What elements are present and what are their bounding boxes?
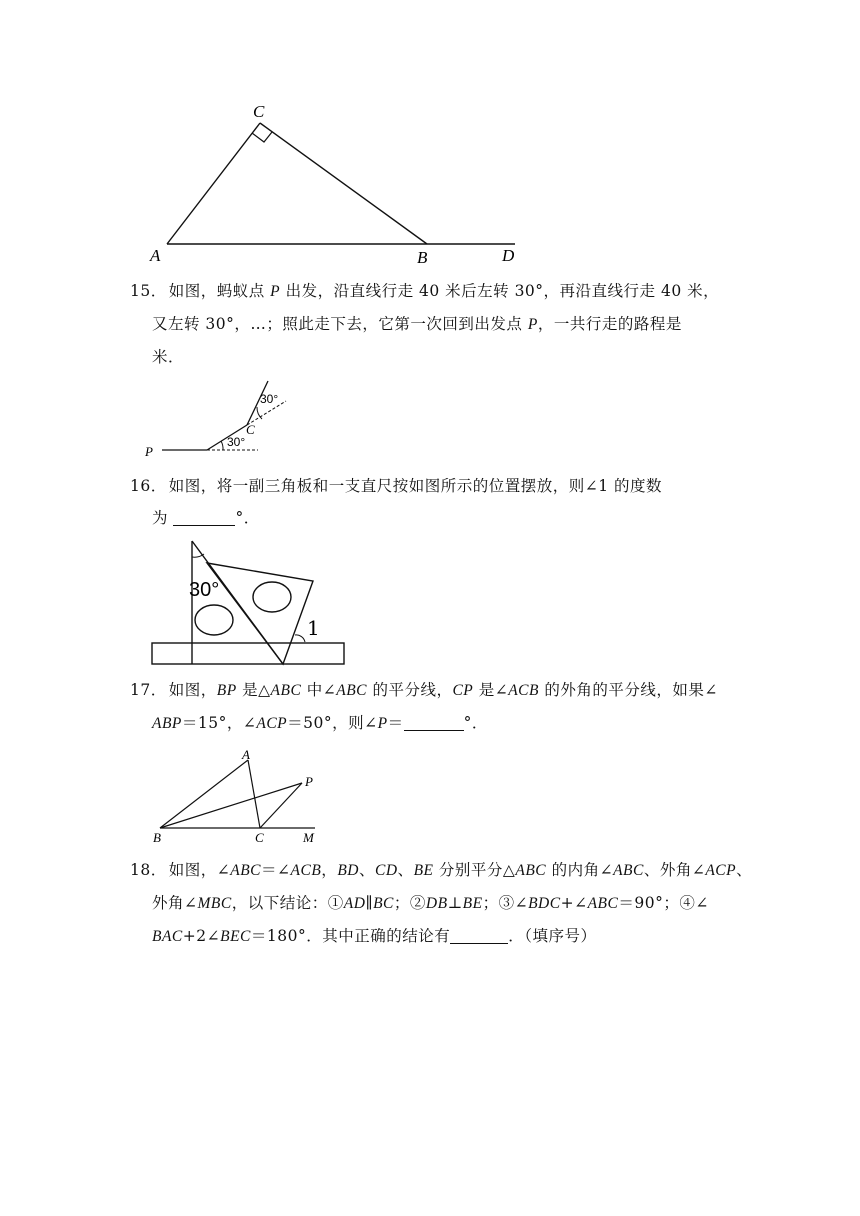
text: 为 bbox=[152, 509, 174, 527]
var: BE bbox=[462, 895, 483, 912]
text: ＝ bbox=[387, 714, 404, 732]
text: ，一共行走的路程是 bbox=[537, 315, 682, 333]
question-number: 18． bbox=[130, 861, 167, 879]
var: BE bbox=[413, 862, 434, 879]
var: DB bbox=[425, 895, 448, 912]
var: ACB bbox=[508, 682, 539, 699]
angle-label-upper: 30° bbox=[260, 392, 279, 406]
var: ABP bbox=[152, 715, 182, 732]
var: P bbox=[377, 715, 388, 732]
q16-line2 bbox=[130, 502, 740, 534]
q15-line1 bbox=[130, 275, 740, 308]
label-b: B bbox=[417, 248, 428, 267]
text: 又左转 30°，…；照此走下去，它第一次回到出发点 bbox=[152, 315, 528, 333]
question-number: 16． bbox=[130, 477, 167, 495]
q16-line1 bbox=[130, 470, 740, 502]
text: 、 bbox=[358, 861, 375, 879]
text: 中∠ bbox=[301, 681, 337, 699]
var: ABC bbox=[336, 682, 368, 699]
var: ABC bbox=[230, 862, 262, 879]
var: AD bbox=[343, 895, 366, 912]
text: ＝50°，则∠ bbox=[287, 714, 378, 732]
var: ABC bbox=[587, 895, 619, 912]
q17-line1 bbox=[130, 674, 740, 707]
label-d: D bbox=[502, 246, 515, 265]
var: BD bbox=[337, 862, 359, 879]
var: MBC bbox=[197, 895, 232, 912]
label-p: P bbox=[145, 444, 153, 459]
text: 如图，将一副三角板和一支直尺按如图所示的位置摆放，则∠1 的度数 bbox=[168, 477, 663, 495]
angle-label-1: 1 bbox=[307, 616, 320, 640]
answer-blank[interactable] bbox=[173, 507, 235, 526]
label-a: A bbox=[150, 246, 161, 265]
q17-line2 bbox=[130, 707, 740, 740]
text: ， bbox=[321, 861, 338, 879]
text: 的平分线， bbox=[367, 681, 453, 699]
text: ∥ bbox=[365, 894, 374, 912]
label-m: M bbox=[303, 830, 314, 845]
text: ．（填序号） bbox=[508, 927, 597, 945]
text: 、 bbox=[736, 861, 753, 879]
var: ACP bbox=[256, 715, 288, 732]
set-squares-diagram bbox=[145, 535, 355, 670]
angle-label-30: 30° bbox=[189, 579, 220, 601]
label-c: C bbox=[255, 830, 264, 845]
var: BAC bbox=[152, 928, 183, 945]
text: 是△ bbox=[236, 681, 271, 699]
var: ABC bbox=[613, 862, 644, 879]
text: 、外角∠ bbox=[643, 861, 706, 879]
q15-line3 bbox=[130, 341, 740, 373]
text: ＝90°；④∠ bbox=[618, 894, 709, 912]
var: ABC bbox=[515, 862, 547, 879]
text: 如图， bbox=[168, 681, 217, 699]
var: CP bbox=[452, 682, 474, 699]
text: ＝∠ bbox=[261, 861, 291, 879]
var: CD bbox=[375, 862, 398, 879]
text: ⊥ bbox=[447, 894, 463, 912]
var: ACB bbox=[290, 862, 322, 879]
question-number: 15． bbox=[130, 282, 167, 300]
text: 的外角的平分线，如果∠ bbox=[538, 681, 718, 699]
var: BEC bbox=[220, 928, 251, 945]
question-16 bbox=[130, 470, 740, 534]
answer-blank[interactable] bbox=[404, 712, 464, 731]
ant-path-diagram bbox=[140, 375, 300, 465]
label-c: C bbox=[246, 422, 255, 437]
text: 出发，沿直线行走 40 米后左转 30°，再沿直线行走 40 米， bbox=[280, 282, 720, 300]
text: 是∠ bbox=[473, 681, 509, 699]
text: °． bbox=[463, 714, 488, 732]
text: 、 bbox=[397, 861, 414, 879]
var: ACP bbox=[705, 862, 737, 879]
figure-ant-path bbox=[140, 375, 300, 465]
figure-triangle-acb-d bbox=[140, 95, 540, 275]
text: +2∠ bbox=[182, 927, 221, 945]
triangle-diagram bbox=[140, 95, 540, 275]
label-p: P bbox=[305, 774, 313, 789]
text: ；② bbox=[393, 894, 426, 912]
var: BC bbox=[373, 895, 394, 912]
q15-line2 bbox=[130, 308, 740, 341]
q18-line1 bbox=[130, 854, 753, 887]
var-p: P bbox=[270, 283, 281, 300]
answer-blank[interactable] bbox=[450, 925, 508, 944]
figure-triangle-bisectors bbox=[145, 745, 330, 845]
question-17 bbox=[130, 674, 740, 740]
var: BDC bbox=[528, 895, 561, 912]
var: BP bbox=[216, 682, 237, 699]
text: 如图，∠ bbox=[168, 861, 231, 879]
q18-line2 bbox=[130, 887, 740, 920]
text: 外角∠ bbox=[152, 894, 198, 912]
text: +∠ bbox=[560, 894, 588, 912]
text: 的内角∠ bbox=[546, 861, 614, 879]
label-a: A bbox=[242, 747, 250, 762]
question-number: 17． bbox=[130, 681, 167, 699]
q18-line3 bbox=[130, 920, 740, 953]
text: °． bbox=[235, 509, 260, 527]
bisector-diagram bbox=[145, 745, 330, 845]
label-b: B bbox=[153, 830, 161, 845]
var-p: P bbox=[527, 316, 538, 333]
angle-label-lower: 30° bbox=[227, 435, 246, 449]
question-15 bbox=[130, 275, 740, 373]
text: 如图，蚂蚁点 bbox=[168, 282, 271, 300]
text: ；③∠ bbox=[482, 894, 529, 912]
text: 分别平分△ bbox=[433, 861, 516, 879]
label-c: C bbox=[253, 102, 265, 121]
question-18 bbox=[130, 854, 753, 953]
text: 米． bbox=[152, 348, 185, 366]
text: ，以下结论：① bbox=[231, 894, 344, 912]
text: ＝180°．其中正确的结论有 bbox=[250, 927, 451, 945]
figure-set-squares-ruler bbox=[145, 535, 355, 670]
text: ＝15°，∠ bbox=[181, 714, 257, 732]
var: ABC bbox=[270, 682, 302, 699]
